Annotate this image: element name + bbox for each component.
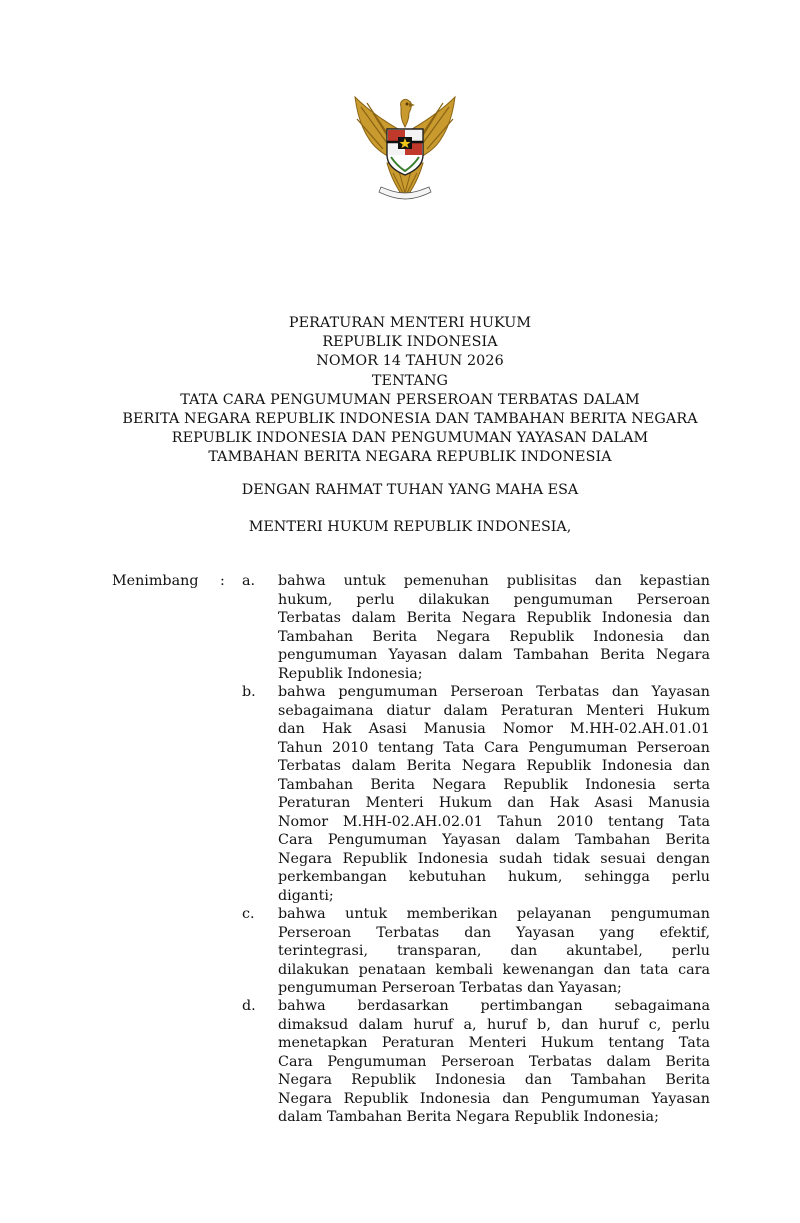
text-line: dilakukan penataan kembali kewenangan dan tata cara: [278, 961, 710, 978]
title-line: REPUBLIK INDONESIA: [322, 334, 498, 351]
text-line: bahwa berdasarkan pertimbangan sebagaimana: [278, 998, 710, 1014]
text-line: perkembangan kebutuhan hukum, sehingga perlu: [278, 869, 710, 885]
item-letter: b.: [242, 684, 256, 700]
text-line: Terbatas dalam Berita Negara Republik Indonesia dan: [278, 610, 710, 626]
title-line: TENTANG: [371, 372, 449, 389]
item-text: [278, 905, 710, 998]
text-line: bahwa untuk memberikan pelayanan pengumuman: [278, 906, 710, 922]
text-line: pengumuman Yayasan dalam Tambahan Berita Negara: [278, 647, 710, 663]
text-line: Nomor M.HH-02.AH.02.01 Tahun 2010 tentang Tata: [278, 813, 710, 830]
title-line: BERITA NEGARA REPUBLIK INDONESIA DAN TAMBAHAN BERITA NEGARA: [122, 411, 698, 428]
text-line: Tahun 2010 tentang Tata Cara Pengumuman Perseroan: [278, 739, 710, 756]
text-line: hukum, perlu dilakukan pengumuman Perseroan: [278, 591, 710, 608]
item-letter: d.: [242, 998, 256, 1014]
text-line: menetapkan Peraturan Menteri Hukum tentang Tata: [278, 1035, 710, 1051]
text-line: Negara Republik Indonesia dan Tambahan Berita: [278, 1072, 710, 1088]
considerations-label: Menimbang: [112, 573, 199, 589]
item-letter: c.: [242, 906, 255, 922]
regulation-title: [100, 314, 720, 468]
item-letter: a.: [242, 573, 256, 589]
title-line: PERATURAN MENTERI HUKUM: [288, 315, 532, 331]
text-line: Tambahan Berita Negara Republik Indonesia dan: [278, 628, 710, 645]
title-line: TATA CARA PENGUMUMAN PERSEROAN TERBATAS DALAM: [180, 391, 640, 408]
text-line: Cara Pengumuman Perseroan Terbatas dalam Berita: [278, 1053, 710, 1070]
text-line: Tambahan Berita Negara Republik Indonesia serta: [278, 776, 710, 793]
garuda-emblem-icon: [347, 93, 463, 205]
minister-heading: MENTERI HUKUM REPUBLIK INDONESIA,: [248, 519, 572, 535]
invocation: DENGAN RAHMAT TUHAN YANG MAHA ESA: [241, 482, 579, 498]
item-text: [278, 997, 710, 1127]
considerations-colon: :: [220, 573, 225, 589]
item-text: [278, 572, 710, 683]
text-line: pengumuman Perseroan Terbatas dan Yayasan;: [278, 980, 622, 996]
text-line: Terbatas dalam Berita Negara Republik Indonesia dan: [278, 758, 710, 774]
text-line: diganti;: [278, 887, 334, 904]
text-line: Negara Republik Indonesia dan Pengumuman Yayasan: [278, 1090, 710, 1107]
text-line: Republik Indonesia;: [278, 665, 423, 682]
text-line: Negara Republik Indonesia sudah tidak sesuai dengan: [278, 850, 710, 867]
text-line: bahwa pengumuman Perseroan Terbatas dan Yayasan: [278, 684, 710, 700]
text-line: dimaksud dalam huruf a, huruf b, dan huruf c, perlu: [278, 1016, 710, 1033]
title-line: NOMOR 14 TAHUN 2026: [316, 353, 504, 370]
text-line: bahwa untuk pemenuhan publisitas dan kepastian: [278, 573, 710, 589]
title-line: REPUBLIK INDONESIA DAN PENGUMUMAN YAYASAN DALAM: [171, 430, 649, 447]
text-line: dan Hak Asasi Manusia Nomor M.HH-02.AH.01.01: [278, 721, 710, 737]
text-line: Cara Pengumuman Yayasan dalam Tambahan Berita: [278, 832, 710, 848]
title-line: TAMBAHAN BERITA NEGARA REPUBLIK INDONESIA: [208, 449, 612, 466]
text-line: sebagaimana diatur dalam Peraturan Menteri Hukum: [278, 702, 710, 719]
text-line: dalam Tambahan Berita Negara Republik Indonesia;: [278, 1109, 659, 1125]
text-line: Peraturan Menteri Hukum dan Hak Asasi Manusia: [278, 795, 710, 811]
text-line: terintegrasi, transparan, dan akuntabel, perlu: [278, 943, 710, 959]
item-text: [278, 683, 710, 905]
text-line: Perseroan Terbatas dan Yayasan yang efektif,: [278, 924, 710, 941]
